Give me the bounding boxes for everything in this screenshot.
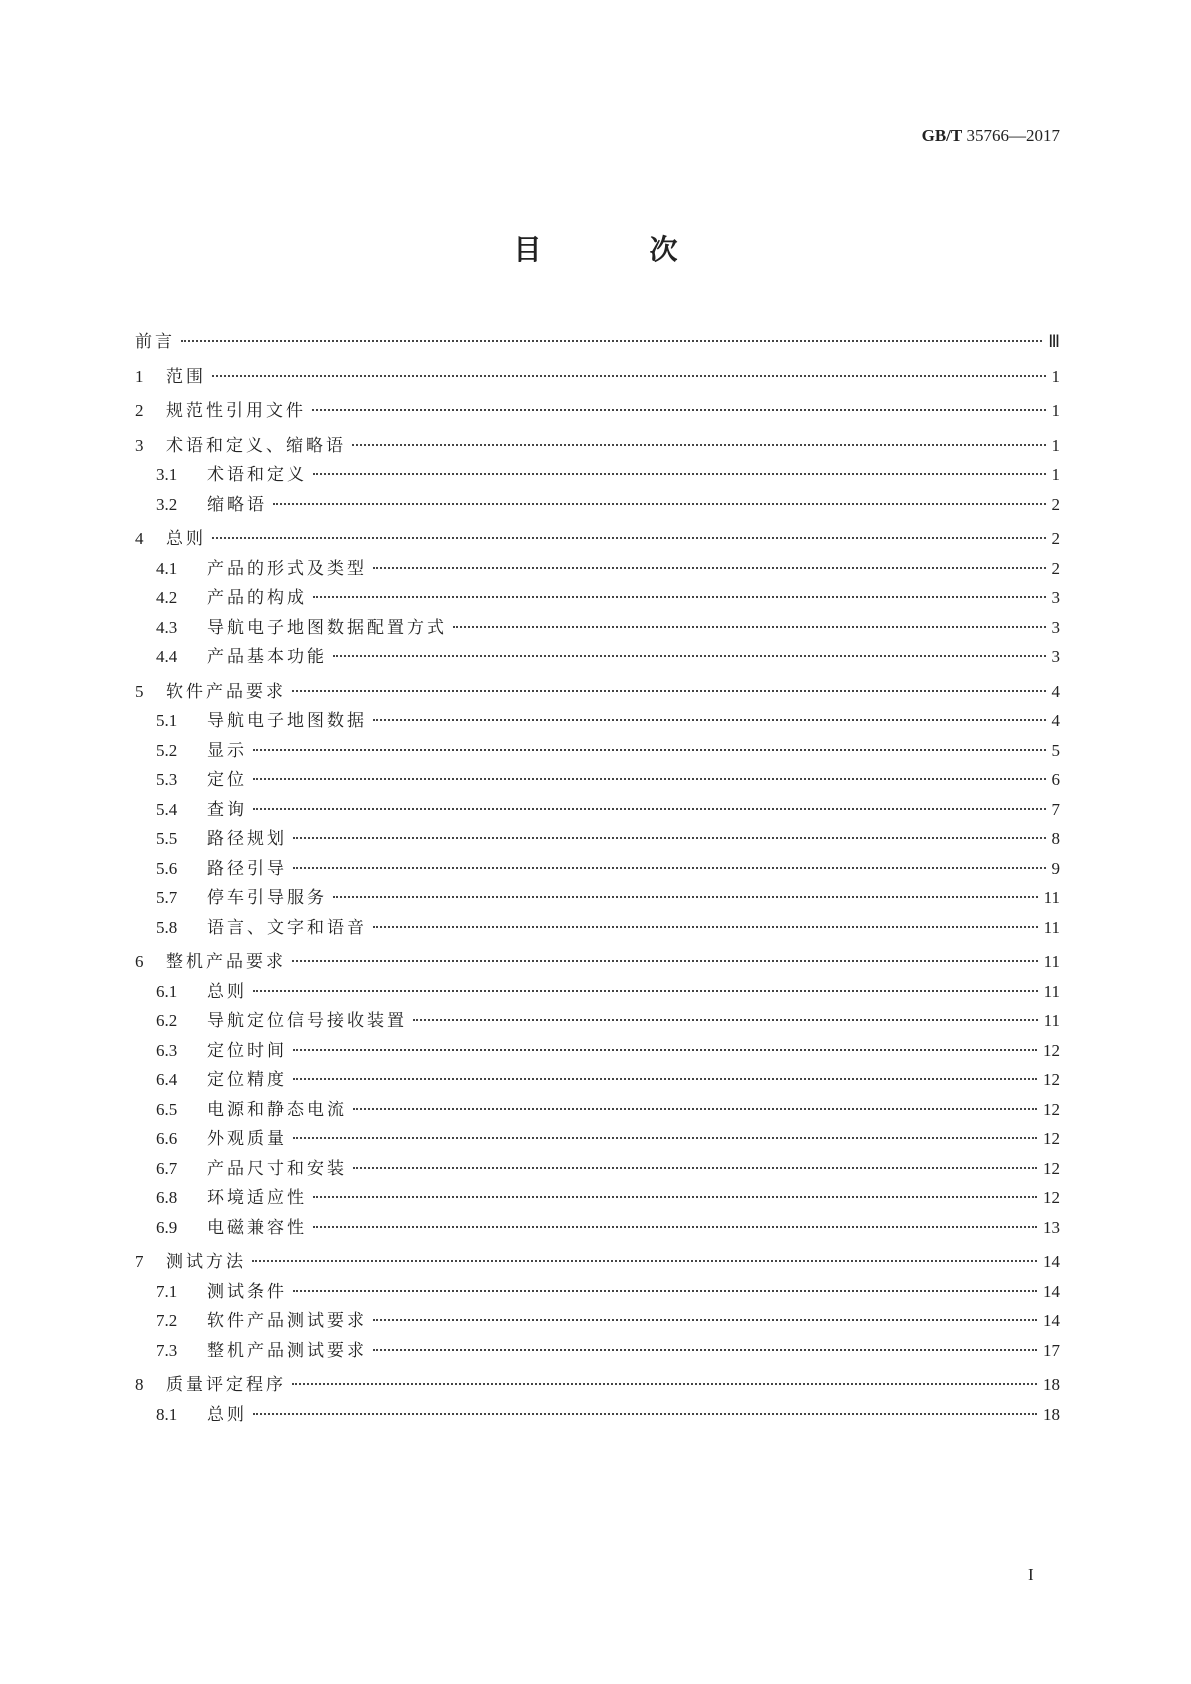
toc-entry-page: 12 <box>1043 1040 1060 1060</box>
toc-entry[interactable] <box>156 1068 1060 1092</box>
toc-dot-leader <box>373 719 1046 721</box>
toc-entry[interactable] <box>156 1009 1060 1033</box>
toc-entry-page: 12 <box>1043 1070 1060 1089</box>
toc-entry[interactable] <box>135 1250 1060 1274</box>
toc-entry[interactable] <box>156 768 1060 792</box>
page-number: I <box>1028 1565 1034 1584</box>
toc-dot-leader <box>253 1413 1037 1415</box>
toc-entry[interactable] <box>156 1280 1060 1304</box>
toc-entry-label: 产品的构成 <box>207 588 307 608</box>
toc-entry-number: 3.1 <box>156 465 178 484</box>
toc-entry-number: 6.2 <box>156 1011 178 1030</box>
toc-entry-label: 查询 <box>207 799 247 820</box>
toc-entry[interactable] <box>156 1039 1060 1063</box>
toc-dot-leader <box>293 1137 1037 1139</box>
toc-entry-page: 3 <box>1051 588 1060 607</box>
toc-entry-label: 产品的形式及类型 <box>207 558 367 579</box>
toc-entry-number: 3.2 <box>156 494 178 514</box>
toc-entry[interactable] <box>156 1157 1060 1181</box>
toc-entry-number: 6.8 <box>156 1188 178 1207</box>
toc-entry[interactable] <box>135 1373 1060 1397</box>
toc-entry-page: 9 <box>1051 858 1060 878</box>
toc-dot-leader <box>293 867 1046 869</box>
toc-entry-page: 18 <box>1043 1375 1060 1394</box>
toc-entry-page: 6 <box>1051 770 1060 789</box>
toc-entry-page: 13 <box>1043 1217 1060 1237</box>
toc-entry-label: 软件产品测试要求 <box>207 1311 367 1331</box>
toc-dot-leader <box>413 1019 1038 1021</box>
toc-entry[interactable] <box>135 434 1060 458</box>
toc-entry[interactable] <box>156 616 1060 640</box>
toc-entry[interactable] <box>156 1216 1060 1240</box>
toc-entry-page: 11 <box>1043 917 1060 937</box>
toc-entry-number: 2 <box>135 401 144 420</box>
toc-entry[interactable] <box>156 886 1060 910</box>
toc-entry-number: 6.3 <box>156 1040 178 1060</box>
toc-entry[interactable] <box>156 857 1060 881</box>
toc-entry-page: 5 <box>1051 740 1060 760</box>
toc-entry-page: 2 <box>1051 558 1060 578</box>
toc-dot-leader <box>313 1196 1037 1198</box>
toc-entry-label: 规范性引用文件 <box>166 401 306 421</box>
toc-entry-label: 语言、文字和语音 <box>207 917 367 938</box>
toc-dot-leader <box>313 473 1046 475</box>
toc-entry-label: 外观质量 <box>207 1129 287 1149</box>
toc-dot-leader <box>293 1290 1037 1292</box>
toc-entry-page: 3 <box>1051 617 1060 637</box>
toc-dot-leader <box>253 990 1038 992</box>
toc-dot-leader <box>293 837 1046 839</box>
toc-entry[interactable] <box>135 680 1060 704</box>
toc-dot-leader <box>453 626 1046 628</box>
toc-entry[interactable] <box>135 330 1060 354</box>
toc-entry-number: 6.5 <box>156 1099 178 1119</box>
toc-entry[interactable] <box>156 557 1060 581</box>
toc-dot-leader <box>333 655 1046 657</box>
toc-entry-number: 5.8 <box>156 917 178 937</box>
toc-entry-label: 测试方法 <box>166 1252 246 1272</box>
toc-entry-label: 质量评定程序 <box>166 1375 286 1395</box>
toc-dot-leader <box>312 409 1046 411</box>
toc-entry-page: 1 <box>1051 366 1060 386</box>
toc-dot-leader <box>353 1167 1037 1169</box>
toc-dot-leader <box>353 1108 1037 1110</box>
toc-entry-label: 整机产品要求 <box>166 952 286 972</box>
toc-entry-page: 4 <box>1051 681 1060 701</box>
toc-entry-number: 5.2 <box>156 740 178 760</box>
toc-entry-number: 7 <box>135 1252 144 1271</box>
toc-entry-label: 产品尺寸和安装 <box>207 1158 347 1179</box>
toc-entry-label: 定位时间 <box>207 1040 287 1061</box>
toc-entry-label: 产品基本功能 <box>207 647 327 667</box>
toc-entry-number: 5 <box>135 681 144 701</box>
toc-entry-page: 18 <box>1043 1404 1060 1424</box>
toc-dot-leader <box>292 960 1038 962</box>
toc-entry-number: 1 <box>135 366 144 386</box>
toc-dot-leader <box>313 596 1046 598</box>
toc-entry-number: 7.1 <box>156 1281 178 1301</box>
toc-entry-number: 6.6 <box>156 1129 178 1148</box>
toc-entry[interactable] <box>135 527 1060 551</box>
toc-entry-number: 7.2 <box>156 1311 178 1330</box>
toc-entry-page: 11 <box>1043 981 1060 1001</box>
toc-entry[interactable] <box>156 1127 1060 1151</box>
toc-entry-number: 3 <box>135 435 144 455</box>
toc-entry[interactable] <box>156 586 1060 610</box>
toc-dot-leader <box>292 690 1046 692</box>
toc-entry-label: 路径规划 <box>207 829 287 849</box>
toc-dot-leader <box>373 926 1038 928</box>
toc-entry-number: 4.4 <box>156 647 178 666</box>
toc-entry-label: 范围 <box>166 366 206 387</box>
toc-entry-label: 定位 <box>207 770 247 790</box>
toc-entry-page: 12 <box>1043 1158 1060 1178</box>
toc-entry[interactable] <box>156 645 1060 669</box>
toc-entry-number: 5.4 <box>156 799 178 819</box>
toc-entry[interactable] <box>156 1186 1060 1210</box>
toc-entry[interactable] <box>156 798 1060 822</box>
toc-dot-leader <box>292 1383 1037 1385</box>
toc-entry-page: 12 <box>1043 1188 1060 1207</box>
toc-entry-label: 术语和定义、缩略语 <box>166 435 346 456</box>
toc-dot-leader <box>293 1078 1037 1080</box>
toc-entry-label: 导航定位信号接收装置 <box>207 1011 407 1031</box>
toc-entry-number: 7.3 <box>156 1340 178 1360</box>
toc-entry-number: 6.7 <box>156 1158 178 1178</box>
toc-entry-page: 1 <box>1051 465 1060 484</box>
toc-title: 目 次 <box>513 233 718 266</box>
toc-entry-label: 电磁兼容性 <box>207 1217 307 1238</box>
toc-dot-leader <box>373 1349 1037 1351</box>
toc-entry-page: 11 <box>1043 952 1060 971</box>
toc-entry-label: 电源和静态电流 <box>207 1099 347 1120</box>
toc-entry-page: Ⅲ <box>1048 332 1060 351</box>
toc-entry-page: 4 <box>1051 711 1060 730</box>
toc-dot-leader <box>373 1319 1037 1321</box>
toc-entry[interactable] <box>156 916 1060 940</box>
toc-dot-leader <box>253 778 1046 780</box>
toc-entry-page: 14 <box>1043 1281 1060 1301</box>
toc-entry[interactable] <box>156 739 1060 763</box>
toc-entry-label: 导航电子地图数据配置方式 <box>207 617 447 638</box>
standard-code: GB/T <box>921 126 963 145</box>
toc-entry-number: 5.3 <box>156 770 178 789</box>
toc-entry-number: 5.7 <box>156 888 178 907</box>
toc-entry[interactable] <box>156 709 1060 733</box>
toc-dot-leader <box>253 808 1046 810</box>
toc-entry[interactable] <box>156 1309 1060 1333</box>
toc-entry[interactable] <box>156 827 1060 851</box>
toc-entry-number: 4.1 <box>156 558 178 578</box>
toc-entry-page: 1 <box>1051 435 1060 455</box>
toc-dot-leader <box>252 1260 1037 1262</box>
toc-entry-label: 前言 <box>135 332 175 352</box>
toc-dot-leader <box>333 896 1038 898</box>
toc-entry[interactable] <box>156 463 1060 487</box>
toc-entry-label: 总则 <box>166 529 206 549</box>
toc-dot-leader <box>352 444 1046 446</box>
toc-entry-number: 8 <box>135 1375 144 1394</box>
toc-entry-label: 路径引导 <box>207 858 287 879</box>
toc-entry-number: 4.3 <box>156 617 178 637</box>
toc-entry-page: 11 <box>1043 888 1060 907</box>
toc-entry-number: 6.4 <box>156 1070 178 1089</box>
toc-entry-label: 软件产品要求 <box>166 681 286 702</box>
toc-dot-leader <box>212 375 1046 377</box>
toc-entry-label: 导航电子地图数据 <box>207 711 367 731</box>
toc-entry-page: 14 <box>1043 1311 1060 1330</box>
toc-dot-leader <box>313 1226 1037 1228</box>
toc-entry-page: 2 <box>1051 529 1060 548</box>
toc-entry-label: 定位精度 <box>207 1070 287 1090</box>
toc-entry-page: 11 <box>1043 1011 1060 1030</box>
toc-entry-number: 4 <box>135 529 144 548</box>
toc-entry[interactable] <box>135 365 1060 389</box>
toc-entry[interactable] <box>156 1403 1060 1427</box>
toc-entry-label: 术语和定义 <box>207 465 307 485</box>
toc-dot-leader <box>253 749 1046 751</box>
standard-header <box>922 126 1060 146</box>
toc-entry[interactable] <box>135 399 1060 423</box>
toc-entry-number: 4.2 <box>156 588 178 607</box>
toc-entry-label: 环境适应性 <box>207 1188 307 1208</box>
toc-dot-leader <box>293 1049 1037 1051</box>
toc-entry-number: 8.1 <box>156 1404 178 1424</box>
toc-entry-number: 5.1 <box>156 711 178 730</box>
toc-entry-page: 12 <box>1043 1099 1060 1119</box>
toc-entry-page: 2 <box>1051 494 1060 514</box>
toc-entry-label: 停车引导服务 <box>207 888 327 908</box>
toc-dot-leader <box>273 503 1046 505</box>
toc-entry-page: 7 <box>1051 799 1060 819</box>
standard-number: 35766—2017 <box>966 126 1060 145</box>
toc-dot-leader <box>373 567 1046 569</box>
toc-dot-leader <box>181 340 1042 342</box>
toc-entry[interactable] <box>156 980 1060 1004</box>
toc-dot-leader <box>212 537 1046 539</box>
toc-entry-number: 6 <box>135 952 144 971</box>
toc-entry-label: 整机产品测试要求 <box>207 1340 367 1361</box>
toc-entry-page: 14 <box>1043 1252 1060 1271</box>
toc-entry[interactable] <box>135 950 1060 974</box>
toc-entry[interactable] <box>156 1339 1060 1363</box>
toc-entry-number: 5.5 <box>156 829 178 848</box>
toc-entry-label: 总则 <box>207 981 247 1002</box>
toc-entry[interactable] <box>156 1098 1060 1122</box>
toc-entry-page: 3 <box>1051 647 1060 666</box>
toc-entry[interactable] <box>156 493 1060 517</box>
toc-entry-label: 测试条件 <box>207 1281 287 1302</box>
toc-entry-label: 缩略语 <box>207 494 267 515</box>
toc-entry-label: 显示 <box>207 740 247 761</box>
toc-entry-page: 17 <box>1043 1340 1060 1360</box>
toc-entry-label: 总则 <box>207 1404 247 1425</box>
toc-entry-number: 5.6 <box>156 858 178 878</box>
toc-entry-page: 1 <box>1051 401 1060 420</box>
toc-entry-page: 8 <box>1051 829 1060 848</box>
toc-entry-page: 12 <box>1043 1129 1060 1148</box>
toc-entry-number: 6.9 <box>156 1217 178 1237</box>
toc-entry-number: 6.1 <box>156 981 178 1001</box>
